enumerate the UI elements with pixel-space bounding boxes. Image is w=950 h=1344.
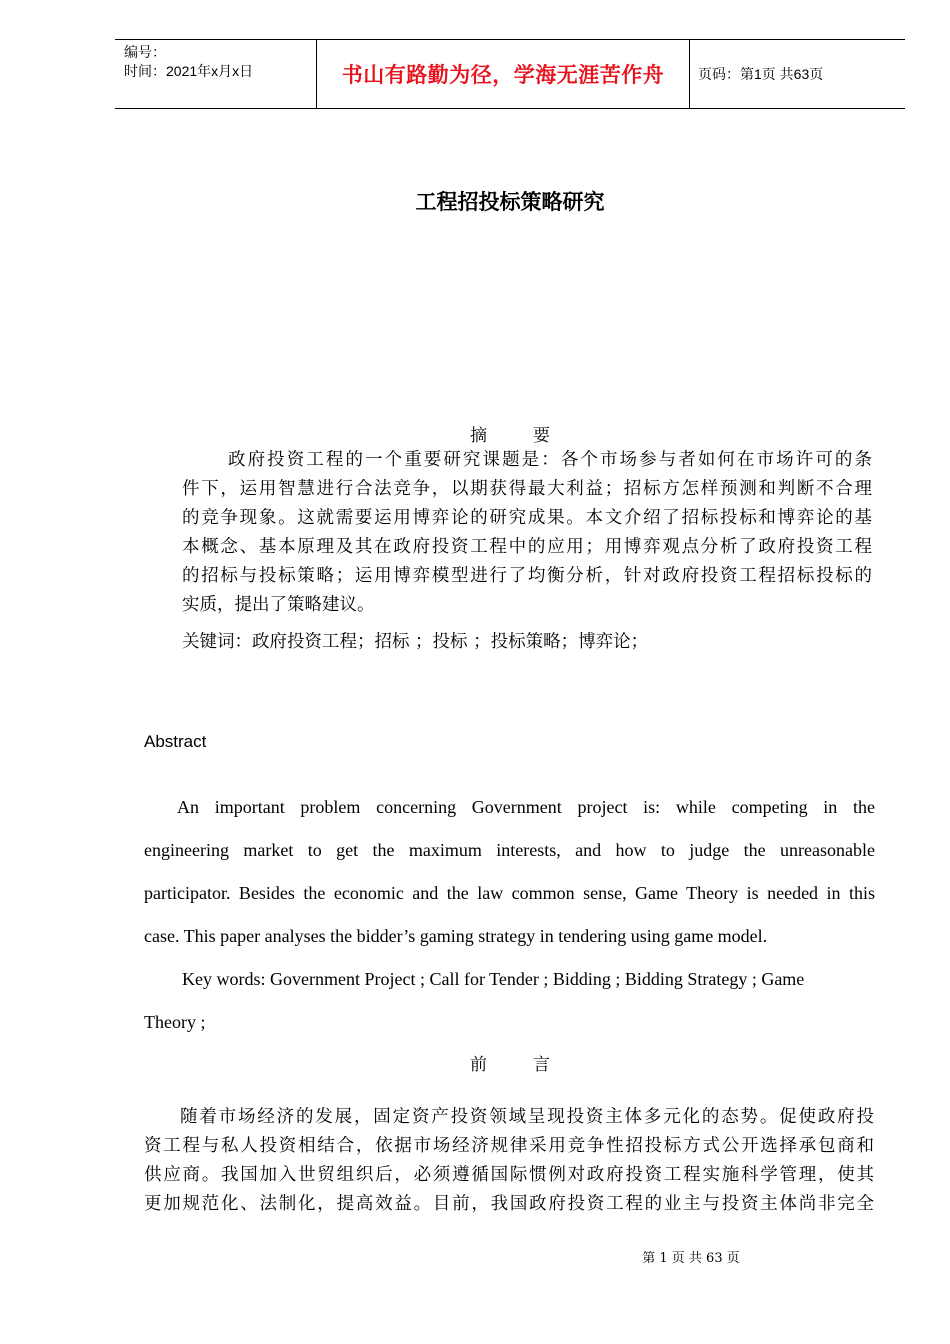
header-page-info: 页码：第1页 共63页 xyxy=(698,66,824,82)
header-motto: 书山有路勤为径，学海无涯苦作舟 xyxy=(341,63,665,87)
document-time-label: 时间：2021年x月x日 xyxy=(124,63,254,79)
document-title: 工程招投标策略研究 xyxy=(415,190,605,214)
abstract-en-keywords-line: Key words: Government Project ; Call for Tender ; Bidding ; Bidding Strategy ; Game xyxy=(182,969,805,989)
preface-heading-left: 前 xyxy=(470,1055,487,1075)
abstract-cn-line: 的招标与投标策略；运用博弈模型进行了均衡分析，针对政府投资工程招标投标的 xyxy=(182,566,872,586)
abstract-cn-line: 的竞争现象。这就需要运用博弈论的研究成果。本文介绍了招标投标和博弈论的基 xyxy=(182,508,872,528)
abstract-en-line: engineering market to get the maximum interests, and how to judge the unreasonable xyxy=(144,840,875,860)
preface-line: 随着市场经济的发展，固定资产投资领域呈现投资主体多元化的态势。促使政府投 xyxy=(180,1107,874,1127)
header-motto-cell xyxy=(316,40,690,108)
page-footer: 第 1 页 共 63 页 xyxy=(642,1251,740,1266)
preface-line: 供应商。我国加入世贸组织后，必须遵循国际惯例对政府投资工程实施科学管理，使其 xyxy=(144,1165,874,1185)
preface-line: 资工程与私人投资相结合，依据市场经济规律采用竞争性招投标方式公开选择承包商和 xyxy=(144,1136,874,1156)
abstract-cn-heading xyxy=(0,421,950,446)
preface-body xyxy=(144,1103,874,1219)
abstract-en-line: participator. Besides the economic and the law common sense, Game Theory is needed in this xyxy=(144,883,875,903)
abstract-heading-right: 要 xyxy=(533,426,550,446)
abstract-en-line: case. This paper analyses the bidder’s gaming strategy in tendering using game model. xyxy=(144,926,768,946)
page-header xyxy=(115,39,905,109)
abstract-cn-line: 政府投资工程的一个重要研究课题是：各个市场参与者如何在市场许可的条 xyxy=(228,450,872,470)
preface-line: 更加规范化、法制化，提高效益。目前，我国政府投资工程的业主与投资主体尚非完全 xyxy=(144,1194,874,1214)
preface-heading xyxy=(0,1050,950,1075)
header-page-info-cell xyxy=(690,40,905,108)
abstract-cn-body xyxy=(182,446,872,657)
abstract-en-body xyxy=(144,786,875,1044)
abstract-heading-left: 摘 xyxy=(470,426,487,446)
abstract-cn-keywords: 关键词：政府投资工程；招标 ；投标 ；投标策略；博弈论； xyxy=(182,632,649,652)
abstract-en-label: Abstract xyxy=(144,732,207,751)
header-meta xyxy=(115,40,316,108)
abstract-cn-line: 件下，运用智慧进行合法竞争，以期获得最大利益；招标方怎样预测和判断不合理 xyxy=(182,479,872,499)
abstract-en-keywords-line: Theory ; xyxy=(144,1012,206,1032)
abstract-cn-line: 本概念、基本原理及其在政府投资工程中的应用；用博弈观点分析了政府投资工程 xyxy=(182,537,872,557)
abstract-en-line: An important problem concerning Government project is: while competing in the xyxy=(177,797,875,817)
preface-heading-right: 言 xyxy=(533,1055,550,1075)
document-number-label: 编号： xyxy=(124,44,166,60)
abstract-cn-line: 实质，提出了策略建议。 xyxy=(182,595,375,615)
